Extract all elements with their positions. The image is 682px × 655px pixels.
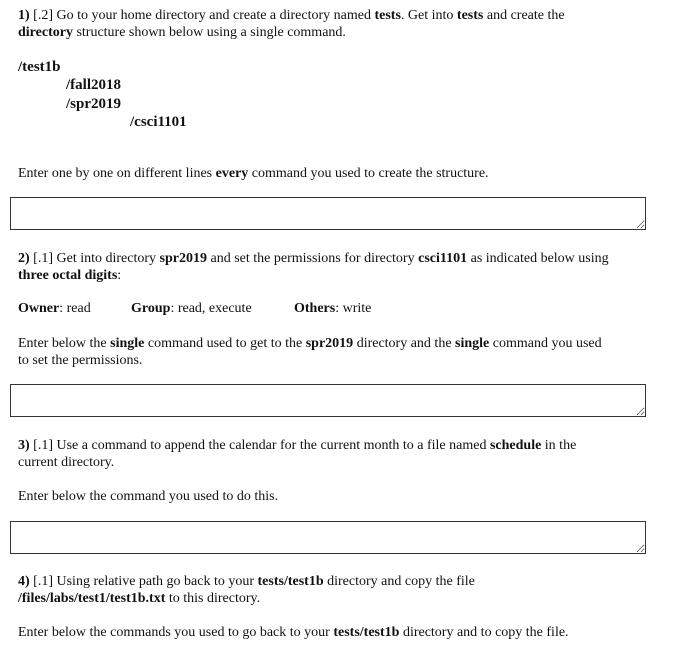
q3-text-line2: current directory. [18,455,115,470]
tree-root: /test1b [18,59,61,75]
q2-text-line2: three octal digits: [18,268,122,283]
perm-others: Others: write [294,301,372,316]
q1-points: [.2] [33,8,53,23]
q4-instruction: Enter below the commands you used to go back to your tests/test1b directory and to copy the file. [18,625,569,640]
q1-text-line1: 1) [.2] Go to your home directory and create a directory named tests. Get into tests and create the [18,8,565,23]
q1-number: 1) [18,8,30,23]
q2-instruction-line1: Enter below the single command used to get to the spr2019 directory and the single command you used [18,336,602,351]
perm-owner: Owner: read [18,301,91,316]
q2-text-line1: 2) [.1] Get into directory spr2019 and set the permissions for directory csci1101 as indicated below using [18,251,609,266]
q3-answer-box[interactable] [10,521,646,554]
q4-text-line1: 4) [.1] Using relative path go back to your tests/test1b directory and copy the file [18,574,475,589]
q2-number: 2) [18,251,30,266]
perm-group: Group: read, execute [131,301,252,316]
tree-spr2019: /spr2019 [66,96,122,112]
q4-number: 4) [18,574,30,589]
q1-answer-box[interactable] [10,197,646,230]
q3-instruction: Enter below the command you used to do this. [18,489,279,504]
q1-instruction: Enter one by one on different lines every command you used to create the structure. [18,166,489,181]
q4-text-line2: /files/labs/test1/test1b.txt to this directory. [18,591,261,606]
q1-text-line2: directory structure shown below using a single command. [18,25,346,40]
tree-csci1101: /csci1101 [130,114,187,130]
q4-points: [.1] [33,574,53,589]
q3-points: [.1] [33,438,53,453]
q2-instruction-line2: to set the permissions. [18,353,143,368]
q2-answer-box[interactable] [10,384,646,417]
q3-text-line1: 3) [.1] Use a command to append the calendar for the current month to a file named schedule in the [18,438,577,453]
q2-points: [.1] [33,251,53,266]
q3-number: 3) [18,438,30,453]
tree-fall2018: /fall2018 [66,77,121,93]
